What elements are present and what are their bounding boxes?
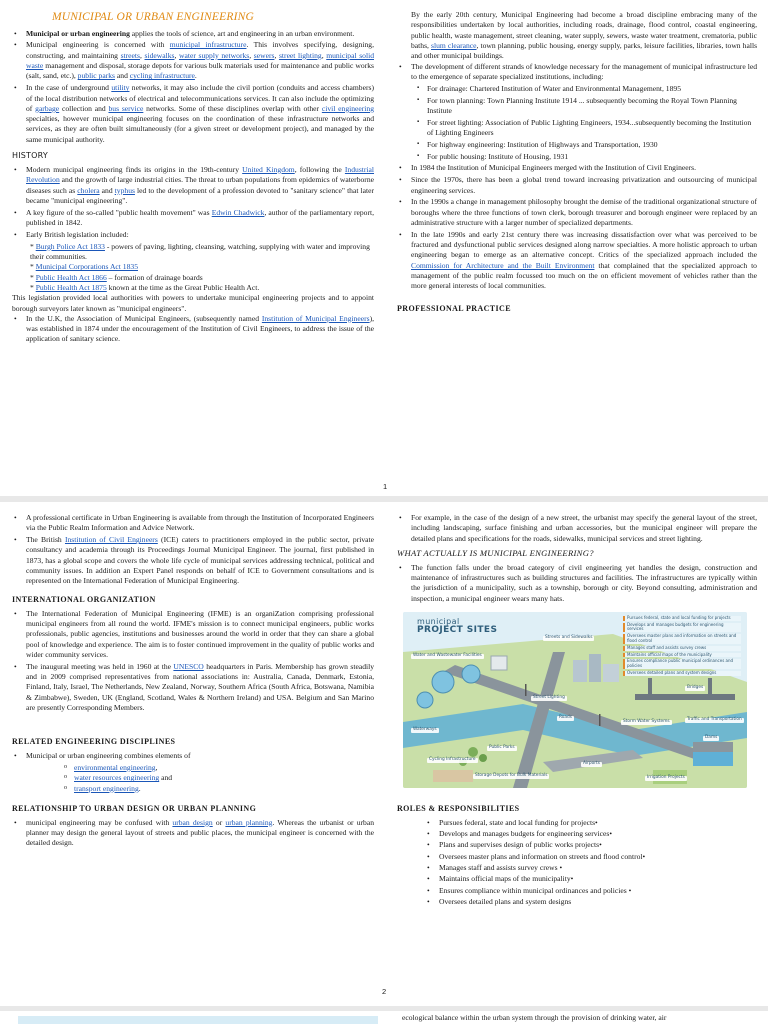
international-organization-heading: INTERNATIONAL ORGANIZATION xyxy=(12,594,156,604)
inline-link[interactable]: municipal solid waste xyxy=(26,50,374,71)
text-segment: and xyxy=(115,71,130,81)
text-segment: , xyxy=(139,50,145,60)
legislation-text: – formation of drainage boards xyxy=(106,272,203,282)
text-segment: In 1984 the Institution of Municipal Engineers merged with the Institution of Civil Engineers. xyxy=(411,163,697,173)
international-item-0 xyxy=(26,609,374,661)
inline-link[interactable]: UNESCO xyxy=(173,661,204,671)
text-segment: A professional certificate in Urban Engineering is available from through the Institution of Incorporated Engineers via the Public Realm Information and Advice Network. xyxy=(26,513,374,533)
trends-list xyxy=(397,163,757,291)
history-list xyxy=(12,165,374,240)
professional-practice-heading: PROFESSIONAL PRACTICE xyxy=(397,303,511,313)
page-separator xyxy=(0,496,768,502)
inline-link[interactable]: cycling infrastructure xyxy=(129,71,195,81)
ice-note-list xyxy=(12,314,374,345)
trend-item-3 xyxy=(411,230,757,292)
page-1 xyxy=(0,0,768,495)
text-segment: that complained that the specialized approach to management of the public realm focussed too much on the on efficient movement of vehicles rather than the more general interests of local communities. xyxy=(411,260,757,291)
text-segment: In the U.K, the Association of Municipal Engineers, (subsequently named xyxy=(26,313,262,323)
text-segment: (ICE) caters to practitioners employed in the public sector, private consultancy and academia through its Proceedings Journal Municipal Engineer. The journal, first published in 1873, has a global scope and covers the whole life cycle of municipal services addressing technical, political and community issues. In addition an Expert Panel responds on behalf of ICE to Government consultations and is represented on the International Federation of Municipal Engineering. xyxy=(26,535,374,586)
legislation-link[interactable]: Burgh Police Act 1833 xyxy=(35,241,105,251)
institution-item: ▪ For highway engineering: Institution of Highways and Transportation, 1930 xyxy=(427,140,757,150)
history-item-0 xyxy=(26,165,374,206)
text-segment: In the late 1990s and early 21st century there was increasing dissatisfaction over what was perceived to be fractured and dysfunctional public services designed along narrow specialties. A more holistic approach to urban engineering began to emerge as an alternative concept. Critics of the specialized approach included the xyxy=(411,229,757,260)
dam-reservoir xyxy=(693,752,733,766)
intro-list xyxy=(12,29,374,145)
text-segment: Early British legislation included: xyxy=(26,229,129,239)
inline-link[interactable]: garbage xyxy=(35,103,60,113)
text-segment: , town planning, public housing, energy supply, parks, leisure facilities, libraries, town halls and other municipal buildings. xyxy=(411,40,758,61)
text-segment: In the 1990s a change in management philosophy brought the demise of the traditional organizational structure of boroughs where the three functions of town clerk, borough treasurer and borough engineer were replaced by an administrative structure with a larger number of specialized departments. xyxy=(411,197,757,227)
text-segment: In the case of underground xyxy=(26,83,112,93)
inline-link[interactable]: cholera xyxy=(77,185,100,195)
legend-item: Manages staff and assists survey crews xyxy=(623,646,741,651)
page-2 xyxy=(0,503,768,1003)
institution-item: ▪ For public housing: Institute of Housing, 1931 xyxy=(427,152,757,162)
site-label: Water and Wastewater Facilities xyxy=(413,652,482,658)
site-label: Roads xyxy=(559,714,573,720)
role-item: • Manages staff and assists survey crews • xyxy=(439,863,757,873)
related-text: . xyxy=(138,783,141,793)
legislation-item: * Burgh Police Act 1833 - powers of paving, lighting, cleansing, watching, supplying with water and improving their communities. xyxy=(30,241,370,261)
role-item: • Plans and supervises design of public works projects• xyxy=(439,840,757,850)
inline-link[interactable]: bus service xyxy=(108,103,144,113)
inline-link[interactable]: streets xyxy=(120,50,140,60)
what-heading: WHAT ACTUALLY IS MUNICIPAL ENGINEERING? xyxy=(397,547,594,558)
dam xyxy=(693,742,733,752)
related-intro: • Municipal or urban engineering combines elements of xyxy=(26,751,374,761)
text-segment: ), was established in 1874 under the encouragement of the Institution of Civil Engineers, to address the issue of the application of sanitary science. xyxy=(26,313,374,344)
legislation-item: * Public Health Act 1866 – formation of drainage boards xyxy=(30,272,203,282)
relationship-list xyxy=(12,818,374,849)
tree xyxy=(468,747,478,757)
trend-item-1 xyxy=(411,175,757,196)
infographic-title-line-1: municipal xyxy=(417,616,460,626)
text-segment: Modern municipal engineering finds its origins in the 19th-century xyxy=(26,164,243,174)
text-segment: , xyxy=(174,50,179,60)
text-segment: , xyxy=(321,50,327,60)
legislation-note: This legislation provided local authorities with powers to undertake municipal engineering projects and to appoint borough surveyors later known as "municipal engineers". xyxy=(12,293,374,313)
treatment-tank xyxy=(462,665,480,683)
site-label: Traffic and Transportation xyxy=(687,716,742,722)
relationship-item xyxy=(26,818,374,849)
text-segment: networks, it may also include the civil portion (conduits and access chambers) of the local distribution networks of electrical and telecommunications services. It can also include the optimizing of xyxy=(26,83,374,113)
related-item xyxy=(74,773,374,783)
bridge-tower xyxy=(648,678,652,700)
legislation-list xyxy=(12,242,374,294)
site-label: Waterways xyxy=(413,726,437,732)
site-label: Storm Water Systems xyxy=(623,718,670,724)
treatment-tank xyxy=(417,692,433,708)
related-disciplines-list xyxy=(12,763,374,794)
history-item-1 xyxy=(26,208,374,229)
role-item: • Oversees master plans and information on streets and flood control• xyxy=(439,852,757,862)
page-number-2: 2 xyxy=(382,987,387,996)
roles-list xyxy=(397,818,757,908)
text-segment: The British xyxy=(26,535,65,545)
legislation-item: * Municipal Corporations Act 1835 xyxy=(30,262,138,272)
site-label: Cycling Infrastructure xyxy=(429,756,476,762)
document-title: MUNICIPAL OR URBAN ENGINEERING xyxy=(51,11,255,23)
text-segment: management and disposal, storage depots for various bulk materials used for maintenance and public works (salt, sand, etc.), xyxy=(26,61,374,81)
bridge-tower xyxy=(708,678,712,700)
inline-link[interactable]: street lighting xyxy=(278,50,322,60)
text-segment: , author of the parliamentary report, published in 1842. xyxy=(26,207,375,227)
role-item: • Ensures compliance within municipal ordinances and policies • xyxy=(439,886,757,896)
text-segment: . xyxy=(194,71,197,81)
role-item: • Pursues federal, state and local funding for projects• xyxy=(439,818,757,828)
legislation-link[interactable]: Municipal Corporations Act 1835 xyxy=(35,262,138,272)
text-segment: Municipal engineering is concerned with xyxy=(26,40,170,50)
trend-item-2 xyxy=(411,197,757,228)
building xyxy=(603,664,619,682)
tree xyxy=(479,754,487,762)
street-light xyxy=(525,684,527,696)
inline-link[interactable]: urban design xyxy=(172,817,213,827)
storage-depot xyxy=(433,770,473,782)
text-segment: and the growth of large industrial cities. The threat to urban populations from epidemics of waterborne diseases such as xyxy=(26,175,374,195)
institutions-list xyxy=(397,84,757,162)
text-segment: , xyxy=(249,50,254,60)
intro-text: applies the tools of science, art and engineering in an urban environment. xyxy=(129,28,355,38)
development-list xyxy=(397,62,757,83)
text-segment: By the early 20th century, Municipal Engineering had become a broad discipline embracing many of the responsibilities undertaken by local authorities, including roads, drainage, flood control, coastal engineering, public health, waste management, street cleaning, water supply, sewers, waste water treatment, crematoria, public baths, xyxy=(411,10,757,50)
related-disciplines-heading: RELATED ENGINEERING DISCIPLINES xyxy=(12,737,176,747)
inline-link[interactable]: civil engineering xyxy=(321,103,374,113)
page-3-text-fragment: ecological balance within the urban system through the provision of drinking water, air xyxy=(402,1013,667,1022)
infographic-title xyxy=(417,618,497,636)
trend-item-0 xyxy=(411,163,757,173)
text-segment: collection and xyxy=(59,103,109,113)
text-segment: . This involves specifying, designing, constructing, and maintaining xyxy=(26,40,374,60)
inline-link[interactable]: urban planning xyxy=(225,817,273,827)
inline-link[interactable]: public parks xyxy=(77,71,115,81)
building xyxy=(491,656,507,670)
text-segment: headquarters in Paris. Membership has grown steadily and in 2009 comprised representatives from national associations in: Australia, Canada, Denmark, Estonia, Finland, Italy, Israel, The Netherlands, New Zealand, Norway, Southern Africa (South Africa, Botswana, Namibia & Zimbabwe), Sweden, UK (England, Scotland, Wales & Northern Ireland) and USA. Belgium and San Marino are presently Corresponding Members. xyxy=(26,661,375,712)
history-heading: HISTORY xyxy=(12,151,48,161)
legislation-link[interactable]: Public Health Act 1875 xyxy=(35,282,107,292)
text-segment: A key figure of the so-called "public health movement" was xyxy=(26,207,212,217)
site-label: Dams xyxy=(705,734,718,740)
right-intro xyxy=(397,10,757,62)
intro-item-1 xyxy=(26,40,374,81)
inline-link[interactable]: utility xyxy=(111,83,130,93)
international-list xyxy=(12,609,374,714)
international-item-1 xyxy=(26,662,374,714)
page-2-right-column xyxy=(397,513,757,908)
legend-item: Maintains official maps of the municipality xyxy=(623,653,741,658)
professional-item-0 xyxy=(26,513,374,534)
legend-item: Pursues federal, state and local funding for projects xyxy=(623,616,741,621)
legislation-text: known at the time as the Great Public Health Act. xyxy=(106,282,260,292)
inline-link[interactable]: sewers xyxy=(253,50,275,60)
institution-item: ▪ For street lighting: Association of Public Lighting Engineers, 1934...subsequently becoming the Institution of Lighting Engineers xyxy=(427,118,757,139)
related-link[interactable]: environmental engineering xyxy=(74,762,156,772)
inline-link[interactable]: sidewalks xyxy=(144,50,175,60)
inline-link[interactable]: water supply networks xyxy=(179,50,250,60)
text-segment: The International Federation of Municipal Engineering (IFME) is an organiZation comprising professional municipal engineers from all round the world. IFME's mission is to connect municipal engineers, public works professionals, public agencies, institutions and businesses around the world in order that they can share a global pool of knowledge and experience. The aim is to foster continued improvement in the quality of public works and wider community services. xyxy=(26,608,374,659)
site-label: Street Lighting xyxy=(533,694,565,700)
inline-link[interactable]: municipal infrastructure xyxy=(169,40,247,50)
role-item: • Maintains official maps of the municipality• xyxy=(439,874,757,884)
professional-list xyxy=(12,513,374,587)
street-light xyxy=(599,714,601,726)
legislation-text: - powers of paving, lighting, cleansing, watching, supplying with water and improving their communities. xyxy=(30,241,370,261)
inline-link[interactable]: Industrial Revolution xyxy=(26,164,375,185)
professional-item-1 xyxy=(26,535,374,587)
history-item-2 xyxy=(26,230,374,240)
what-list xyxy=(397,563,757,604)
text-segment: led to the development of a profession devoted to "sanitary science" that later became "municipal engineering". xyxy=(26,185,374,205)
site-label: Public Parks xyxy=(489,744,515,750)
development-item: • The development of different strands of knowledge necessary for the management of municipal infrastructure led to the emergence of separate specialized institutions, including: xyxy=(411,62,757,83)
infographic-legend xyxy=(623,616,741,678)
roles-heading: ROLES & RESPONSIBILITIES xyxy=(397,803,520,813)
legislation-item: * Public Health Act 1875 known at the time as the Great Public Health Act. xyxy=(30,282,260,292)
what-item: • The function falls under the broad category of civil engineering yet handles the design, construction and maintenance of infrastructures such as building structures and facilities. The infrastructures are typically within the jurisdiction of a municipality, such as a township, borough or city. Beyond consulting, administration and inspection, a municipal engineer wears many hats. xyxy=(411,563,757,604)
inline-link[interactable]: United Kingdom xyxy=(242,164,295,174)
institution-item: ▪ For town planning: Town Planning Institute 1914 ... subsequently becoming the Royal Town Planning Institute xyxy=(427,96,757,117)
inline-link[interactable]: Institution of Civil Engineers xyxy=(64,535,158,545)
inline-link[interactable]: Commission for Architecture and the Built Environment xyxy=(411,260,595,270)
relationship-heading: RELATIONSHIP TO URBAN DESIGN OR URBAN PLANNING xyxy=(12,803,257,813)
intro-item-0 xyxy=(26,29,374,39)
ice-note xyxy=(26,314,374,345)
site-label: Irrigation Projects xyxy=(647,774,685,780)
page-2-left-column xyxy=(12,513,374,850)
site-label: Airports xyxy=(583,760,600,766)
text-segment: . Whereas the urbanist or urban planner may design the general layout of streets and public places, the municipal engineer is concerned with the detailed design. xyxy=(26,817,375,848)
institution-item: ▪ For drainage: Chartered Institution of Water and Environmental Management, 1895 xyxy=(427,84,757,94)
text-segment: , xyxy=(274,50,279,60)
treatment-tank xyxy=(432,671,454,693)
legislation-link[interactable]: Public Health Act 1866 xyxy=(35,272,107,282)
example-list xyxy=(397,513,757,544)
related-text: and xyxy=(159,773,173,783)
page-number-1: 1 xyxy=(383,482,388,491)
related-link[interactable]: water resources engineering xyxy=(74,773,160,783)
text-segment: municipal engineering may be confused with xyxy=(26,817,173,827)
related-text: , xyxy=(155,762,158,772)
site-label: Storage Depots for Bulk Materials xyxy=(475,772,548,778)
text-segment: specialties, however municipal engineering focuses on the coordination of these infrastructure networks and services, as they are often built simultaneously (for a given street or development project), and managed by the same municipal authority. xyxy=(26,114,374,144)
legend-item: Develops and manages budgets for engineering services xyxy=(623,623,741,633)
text-segment: and xyxy=(99,185,115,195)
infographic-title-line-2: PROJECT SITES xyxy=(417,625,498,636)
page-1-right-column xyxy=(397,10,757,318)
inline-link[interactable]: Edwin Chadwick xyxy=(211,207,265,217)
building xyxy=(573,660,587,682)
role-item: • Oversees detailed plans and system designs xyxy=(439,897,757,907)
role-item: • Develops and manages budgets for engineering services• xyxy=(439,829,757,839)
text-segment: , following the xyxy=(294,164,345,174)
text-segment: or xyxy=(212,817,226,827)
intro-strong: Municipal or urban engineering xyxy=(26,28,130,38)
related-link[interactable]: transport engineering xyxy=(74,783,139,793)
related-intro-list xyxy=(12,751,374,761)
intro-item-2 xyxy=(26,83,374,145)
municipal-project-sites-infographic xyxy=(403,612,747,788)
legend-item: Oversees master plans and information on streets and flood control xyxy=(623,634,741,644)
page-1-left-column xyxy=(12,10,374,346)
related-item xyxy=(74,763,374,773)
related-item xyxy=(74,784,374,794)
legend-item: Oversees detailed plans and system designs xyxy=(623,671,741,676)
inline-link[interactable]: slum clearance xyxy=(431,40,477,50)
text-segment: The inaugural meeting was held in 1960 at the xyxy=(26,661,174,671)
site-label: Streets and Sidewalks xyxy=(545,634,593,640)
legend-item: Ensures compliance public municipal ordinances and policies xyxy=(623,659,741,669)
inline-link[interactable]: Institution of Municipal Engineers xyxy=(261,313,370,323)
inline-link[interactable]: typhus xyxy=(114,185,135,195)
building xyxy=(589,654,601,682)
example-item: • For example, in the case of the design of a new street, the urbanist may specify the general layout of the street, including landscaping, surface finishing and urban accessories, but the municipal engineer will prepare the detailed plans and specifications for the roads, sidewalks, municipal services and street lighting. xyxy=(411,513,757,544)
text-segment: networks. Some of these disciplines overlap with other xyxy=(143,103,322,113)
page-3-image-fragment xyxy=(18,1016,378,1024)
site-label: Bridges xyxy=(687,684,704,690)
text-segment: Since the 1970s, there has been a global trend toward increasing privatization and outsourcing of municipal engineering services. xyxy=(411,175,757,195)
